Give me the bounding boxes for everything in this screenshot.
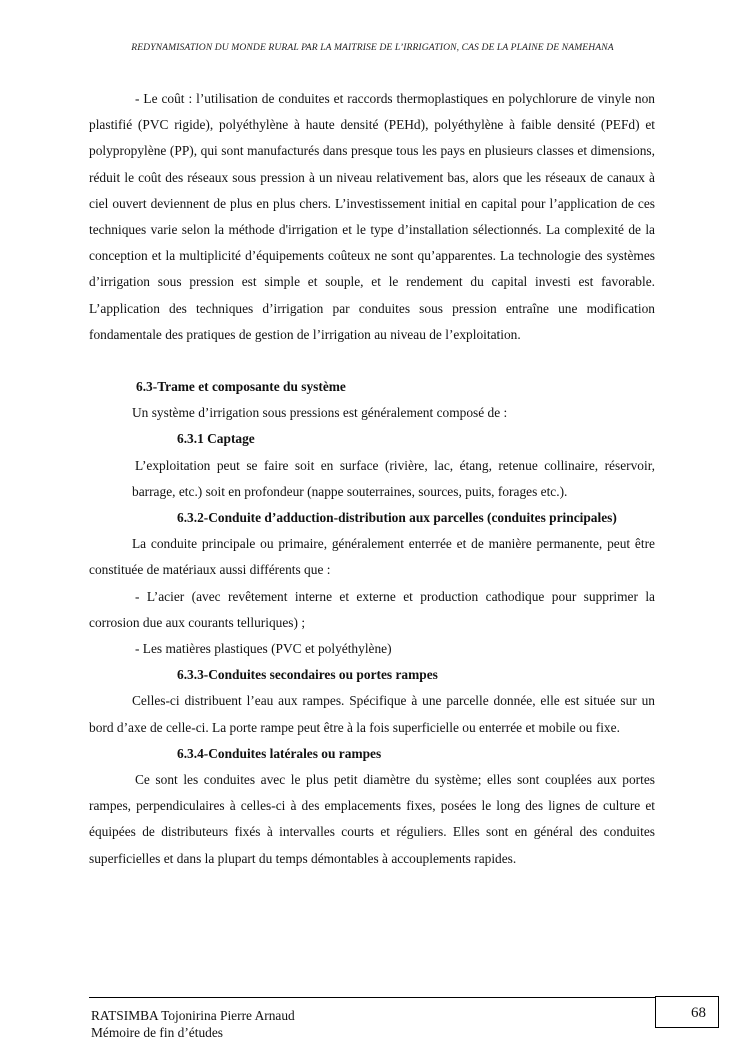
footer: [91, 1007, 295, 1041]
running-header: REDYNAMISATION DU MONDE RURAL PAR LA MAITRISE DE L’IRRIGATION, CAS DE LA PLAINE DE NAMEHANA: [131, 42, 614, 53]
paragraph-6-3-3: Celles-ci distribuent l’eau aux rampes. Spécifique à une parcelle donnée, elle est située sur un bord d’axe de celle-ci. La porte rampe peut être à la fois superficielle ou enterrée et mobile ou fixe.: [89, 693, 655, 735]
page-body: [89, 86, 655, 872]
list-item-acier: - L’acier (avec revêtement interne et externe et production cathodique pour supprimer la corrosion due aux courants telluriques) ;: [89, 588, 655, 630]
footer-subtitle: Mémoire de fin d’études: [91, 1025, 224, 1040]
section-heading-6-3-2: 6.3.2-Conduite d’adduction-distribution aux parcelles (conduites principales): [177, 510, 617, 526]
paragraph-6-3: Un système d’irrigation sous pressions est généralement composé de :: [132, 405, 508, 421]
section-heading-6-3: 6.3-Trame et composante du système: [136, 379, 346, 395]
footer-author: RATSIMBA Tojonirina Pierre Arnaud: [91, 1008, 295, 1023]
section-heading-6-3-1: 6.3.1 Captage: [177, 431, 255, 447]
paragraph-6-3-2: La conduite principale ou primaire, généralement enterrée et de manière permanente, peut être constituée de matériaux aussi différents que :: [89, 536, 655, 578]
paragraph-cost: - Le coût : l’utilisation de conduites et raccords thermoplastiques en polychlorure de vinyle non plastifié (PVC rigide), polyéthylène à haute densité (PEHd), polyéthylène à faible densité (PEFd) et polypropylène (PP), qui sont manufacturés dans presque tous les pays en plusieurs classes et dimensions, réduit le coût des réseaux sous pression à un niveau relativement bas, alors que les réseaux de canaux à ciel ouvert deviennent de plus en plus chers. L’investissement initial en capital pour l’application de ces techniques varie selon la méthode d'irrigation et le type d’installation sélectionnés. La complexité de la conception et la multiplicité d’équipements coûteux ne sont qu’apparentes. La technologie des systèmes d’irrigation sous pression est simple et souple, et le rendement du capital investi est favorable. L’application des techniques d’irrigation par conduites sous pression entraîne une modification fondamentale des pratiques de gestion de l’irrigation au niveau de l’exploitation.: [89, 91, 655, 342]
section-heading-6-3-4: 6.3.4-Conduites latérales ou rampes: [177, 745, 382, 761]
section-heading-6-3-3: 6.3.3-Conduites secondaires ou portes rampes: [177, 667, 438, 683]
paragraph-6-3-1: L’exploitation peut se faire soit en surface (rivière, lac, étang, retenue collinaire, réservoir, barrage, etc.) soit en profondeur (nappe souterraines, sources, puits, forages etc.).: [132, 457, 655, 499]
page-number: 68: [655, 996, 719, 1028]
list-item-plastiques: - Les matières plastiques (PVC et polyéthylène): [135, 641, 392, 657]
footer-divider: [89, 997, 655, 998]
paragraph-6-3-4: Ce sont les conduites avec le plus petit diamètre du système; elles sont couplées aux portes rampes, perpendiculaires à celles-ci à des emplacements fixes, posées le long des lignes de culture et équipées de distributeurs fixés à intervalles courts et réguliers. Elles sont en général des conduites superficielles et dans la plupart du temps démontables à accouplements rapides.: [89, 772, 655, 866]
